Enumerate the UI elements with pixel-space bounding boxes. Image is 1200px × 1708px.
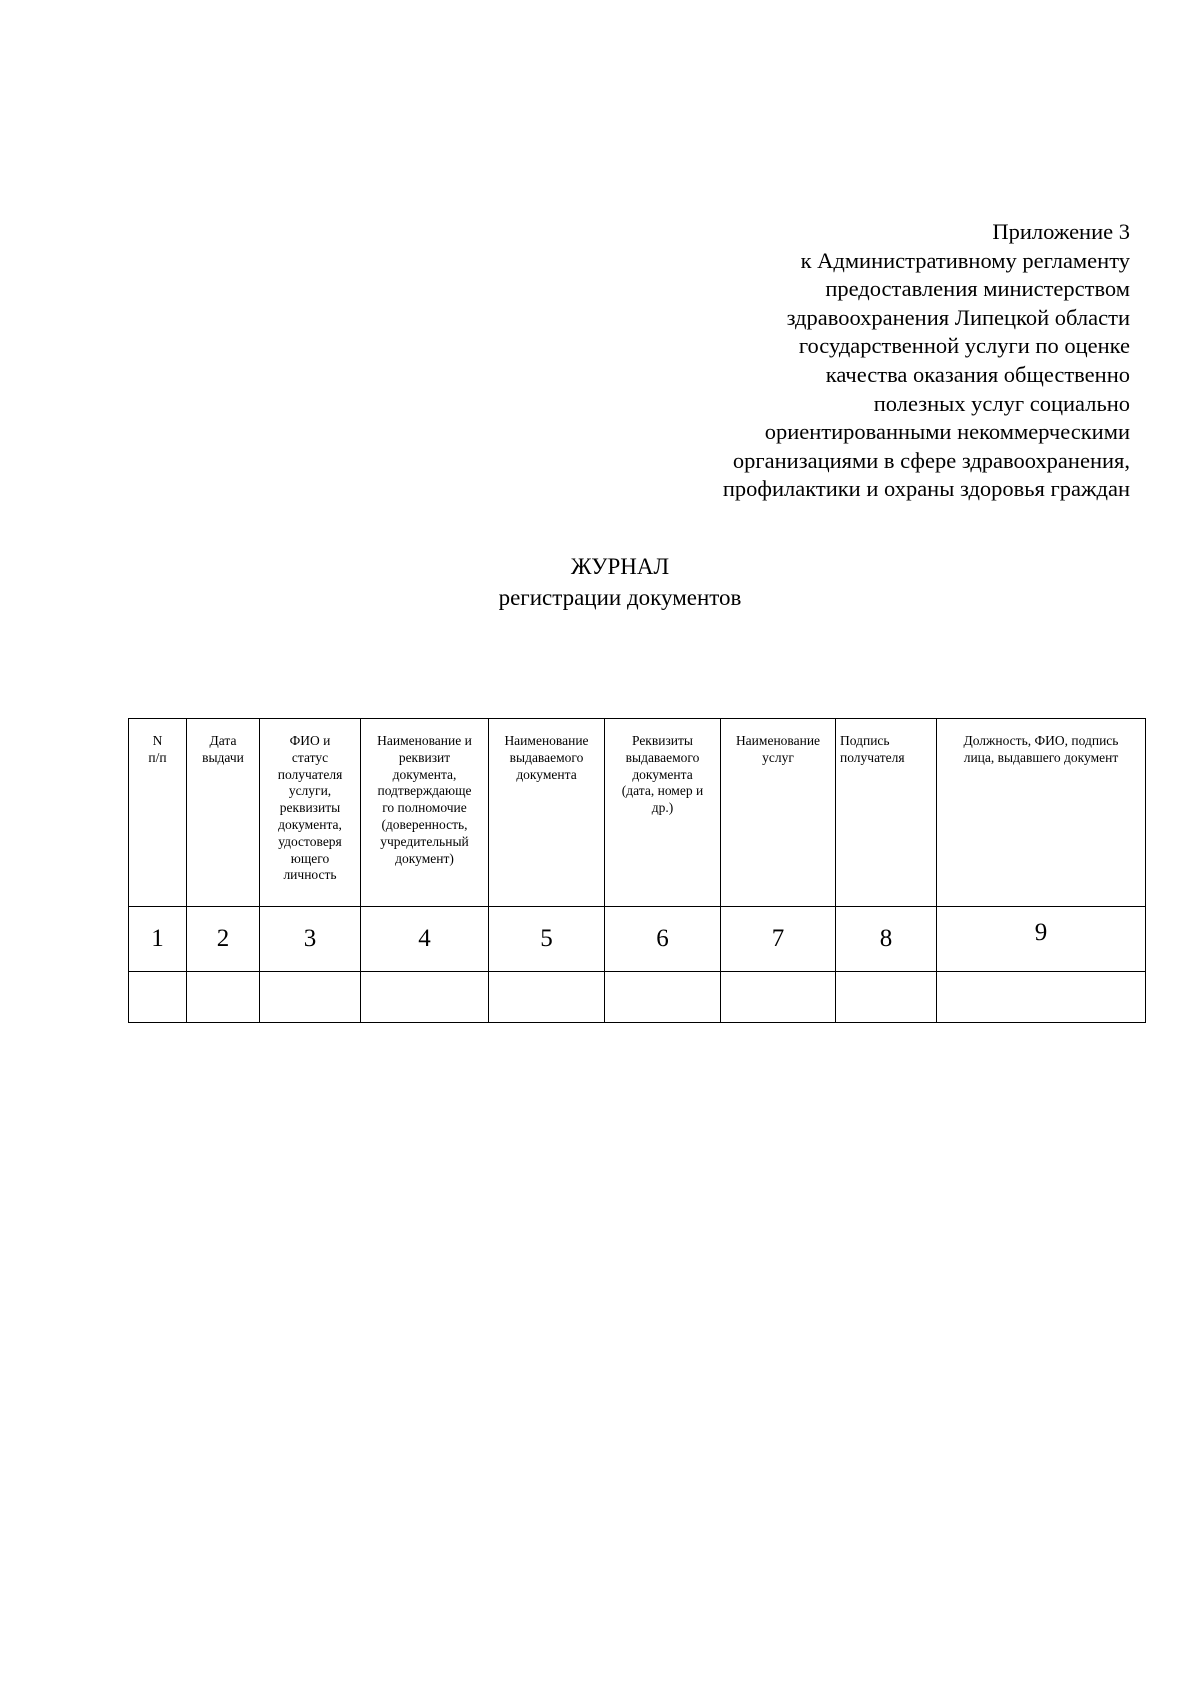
table-cell bbox=[187, 972, 260, 1023]
header-cell bbox=[937, 719, 1146, 907]
column-number: 2 bbox=[187, 907, 260, 972]
table-cell bbox=[937, 972, 1146, 1023]
annex-line-8: ориентированными некоммерческими bbox=[764, 419, 1130, 445]
header-cell bbox=[187, 719, 260, 907]
annex-line-2: к Административному регламенту bbox=[800, 247, 1130, 273]
table-cell bbox=[260, 972, 361, 1023]
header-cell bbox=[361, 719, 489, 907]
table-cell bbox=[129, 972, 187, 1023]
annex-line-9: организациями в сфере здравоохранения, bbox=[732, 447, 1130, 473]
annex-line-1: Приложение 3 bbox=[992, 219, 1130, 244]
header-cell bbox=[836, 719, 937, 907]
column-number-row bbox=[129, 907, 1146, 972]
journal-subtitle: регистрации документов bbox=[498, 585, 742, 610]
annex-line-6: качества оказания общественно bbox=[825, 361, 1130, 387]
header-cell bbox=[721, 719, 836, 907]
header-cell bbox=[129, 719, 187, 907]
column-number: 7 bbox=[721, 907, 836, 972]
header-issued-document-name: Наименование выдаваемого документа bbox=[504, 733, 589, 782]
table-cell bbox=[721, 972, 836, 1023]
table-header-row bbox=[129, 719, 1146, 907]
header-cell bbox=[260, 719, 361, 907]
header-recipient-signature: Подпись получателя bbox=[840, 733, 905, 765]
column-number: 1 bbox=[129, 907, 187, 972]
column-number: 5 bbox=[489, 907, 605, 972]
annex-line-4: здравоохранения Липецкой области bbox=[786, 304, 1130, 330]
header-cell bbox=[605, 719, 721, 907]
annex-header bbox=[430, 218, 1130, 504]
table-cell bbox=[605, 972, 721, 1023]
table-cell bbox=[361, 972, 489, 1023]
annex-line-5: государственной услуги по оценке bbox=[798, 333, 1130, 359]
column-number: 9 bbox=[937, 907, 1146, 972]
journal-title: ЖУРНАЛ bbox=[570, 554, 670, 579]
annex-line-10: профилактики и охраны здоровья граждан bbox=[722, 476, 1130, 502]
header-authority-document: Наименование и реквизит документа, подтверждающе го полномочие (доверенность, учредительный документ) bbox=[377, 733, 472, 866]
annex-line-7: полезных услуг социально bbox=[873, 390, 1130, 416]
header-recipient: ФИО и статус получателя услуги, реквизиты документа, удостоверя ющего личность bbox=[277, 733, 343, 883]
header-issued-document-details: Реквизиты выдаваемого документа (дата, номер и др.) bbox=[621, 733, 704, 816]
header-service-name: Наименование услуг bbox=[735, 733, 821, 765]
table-row bbox=[129, 972, 1146, 1023]
column-number: 4 bbox=[361, 907, 489, 972]
column-number: 3 bbox=[260, 907, 361, 972]
table-cell bbox=[489, 972, 605, 1023]
table-cell bbox=[836, 972, 937, 1023]
column-number: 6 bbox=[605, 907, 721, 972]
column-number: 8 bbox=[836, 907, 937, 972]
header-number: N п/п bbox=[148, 733, 167, 765]
registration-table bbox=[128, 718, 1146, 1023]
header-issuer: Должность, ФИО, подпись лица, выдавшего документ bbox=[963, 733, 1119, 765]
header-cell bbox=[489, 719, 605, 907]
header-issue-date: Дата выдачи bbox=[202, 733, 244, 765]
annex-line-3: предоставления министерством bbox=[825, 276, 1130, 302]
